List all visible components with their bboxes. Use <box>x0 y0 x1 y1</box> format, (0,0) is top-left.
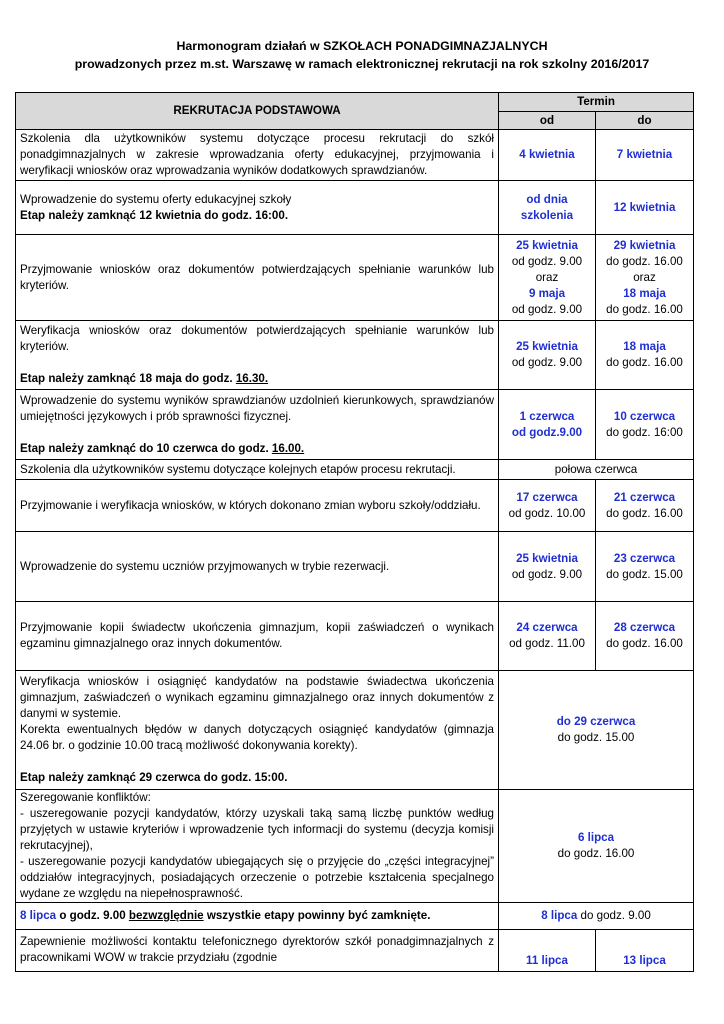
end-date <box>596 235 694 321</box>
term-time: do godz. 15.00 <box>557 731 635 744</box>
od-header: od <box>499 112 596 130</box>
end-time: do godz. 16.00 <box>606 356 683 369</box>
deadline-time: 16.00. <box>271 441 305 455</box>
deadline-text: Etap należy zamknąć 18 maja do godz. <box>20 372 236 385</box>
correction-note: Korekta ewentualnych błędów w danych dotyczących osiągnięć kandydatów (gimnazja 24.06 br. o godzinie 10.00 tracą możliwość dokonywania korekty). <box>20 723 494 752</box>
table-row <box>16 480 694 532</box>
start-date-value: 1 czerwca <box>519 409 575 423</box>
do-header: do <box>596 112 694 130</box>
table-row <box>16 460 694 480</box>
start-time: od godz. 11.00 <box>509 637 585 650</box>
row-description <box>16 321 499 390</box>
table-row <box>16 671 694 790</box>
conjunction: oraz <box>535 270 559 284</box>
start-date <box>499 532 596 602</box>
row-description <box>16 671 499 790</box>
start-date <box>499 390 596 460</box>
start-time: od godz. 10.00 <box>508 506 586 520</box>
end-date-value: 21 czerwca <box>613 490 676 504</box>
table-row <box>16 903 694 930</box>
deadline-text: Etap należy zamknąć do 10 czerwca do godz. <box>20 441 272 455</box>
row-description: Szkolenia dla użytkowników systemu dotyczące procesu rekrutacji do szkół ponadgimnazjalnych w zakresie wprowadzania oferty edukacyjnej, przyjmowania i weryfikacji wniosków oraz wprowadzania wyników dodatkowych sprawdzianów. <box>16 130 499 181</box>
table-row <box>16 235 694 321</box>
term-date: do 29 czerwca <box>556 715 636 728</box>
table-row <box>16 790 694 903</box>
end-time-1: do godz. 16.00 <box>606 254 683 268</box>
start-time: od godz. 9.00 <box>511 356 583 369</box>
description-text: Wprowadzenie do systemu wyników sprawdzianów uzdolnień kierunkowych, sprawdzianów umiejętności językowych i prób sprawności fizycznej. <box>20 393 494 423</box>
term-value: połowa czerwca <box>499 460 694 480</box>
end-date-value: 18 maja <box>623 340 666 353</box>
row-description <box>16 390 499 460</box>
end-time: do godz. 16.00 <box>606 506 683 520</box>
description-text: Weryfikacja wniosków oraz dokumentów potwierdzających spełnianie warunków lub kryteriów. <box>20 324 494 353</box>
stage-deadline-note: Etap należy zamknąć 29 czerwca do godz. 15:00. <box>20 771 288 784</box>
term-value <box>499 790 694 903</box>
end-date <box>596 390 694 460</box>
row-description: Wprowadzenie do systemu uczniów przyjmowanych w trybie rezerwacji. <box>16 532 499 602</box>
start-date <box>499 235 596 321</box>
term-value <box>499 903 694 930</box>
end-time: do godz. 16.00 <box>606 637 683 650</box>
schedule-table <box>15 92 694 972</box>
term-time: do godz. 16.00 <box>557 847 635 860</box>
document-title-line1: Harmonogram działań w SZKOŁACH PONADGIMNAZJALNYCH <box>176 39 548 53</box>
start-label-line2: szkolenia <box>520 208 574 222</box>
table-row <box>16 390 694 460</box>
start-time-1: od godz. 9.00 <box>511 254 583 268</box>
conflicts-item: - uszeregowanie pozycji kandydatów, którzy uzyskali taką samą liczbę punktów według przyjętych w ustawie kryteriów i wprowadzenie tych informacji do systemu (decyzja komisji rekrutacyjnej), <box>20 807 494 852</box>
row-description: Przyjmowanie i weryfikacja wniosków, w których dokonano zmian wyboru szkoły/oddziału. <box>16 480 499 532</box>
stage-deadline-note <box>20 441 494 457</box>
conflicts-heading: Szeregowanie konfliktów: <box>20 791 151 804</box>
end-date <box>596 480 694 532</box>
termin-header: Termin <box>499 93 694 112</box>
row-description: Szkolenia dla użytkowników systemu dotyczące kolejnych etapów procesu rekrutacji. <box>16 460 499 480</box>
end-date <box>596 321 694 390</box>
document-title-line2: prowadzonych przez m.st. Warszawę w ramach elektronicznej rekrutacji na rok szkolny 2016/2017 <box>74 57 650 71</box>
end-date: 7 kwietnia <box>596 130 694 181</box>
end-date-2: 18 maja <box>623 286 666 300</box>
term-time: do godz. 9.00 <box>577 909 651 922</box>
end-date-value: 10 czerwca <box>613 409 676 423</box>
description-text: Weryfikacja wniosków i osiągnięć kandydatów na podstawie świadectwa ukończenia gimnazjum, zaświadczeń o wynikach egzaminu gimnazjalnego oraz innych dokumentów z danymi w systemie. <box>20 675 494 720</box>
start-label-line1: od dnia <box>526 192 568 206</box>
start-date <box>499 181 596 235</box>
end-date: 13 lipca <box>596 930 694 972</box>
start-date-value: 25 kwietnia <box>516 551 578 565</box>
row-description <box>16 181 499 235</box>
row-description: Przyjmowanie wniosków oraz dokumentów potwierdzających spełnianie warunków lub kryteriów. <box>16 235 499 321</box>
final-time-text: o godz. 9.00 <box>56 909 129 922</box>
start-date-value: 25 kwietnia <box>516 340 578 353</box>
start-date-value: 24 czerwca <box>516 621 578 634</box>
table-row <box>16 321 694 390</box>
table-row <box>16 130 694 181</box>
stage-deadline-note: Etap należy zamknąć 12 kwietnia do godz. 16:00. <box>20 208 289 222</box>
table-row <box>16 930 694 972</box>
start-date <box>499 602 596 671</box>
section-header: REKRUTACJA PODSTAWOWA <box>16 93 499 130</box>
end-date <box>596 602 694 671</box>
final-text: wszystkie etapy powinny być zamknięte. <box>203 909 431 922</box>
term-value <box>499 671 694 790</box>
term-date: 8 lipca <box>541 909 578 922</box>
description-text: Wprowadzenie do systemu oferty edukacyjnej szkoły <box>20 192 292 206</box>
table-row <box>16 602 694 671</box>
start-date: 4 kwietnia <box>499 130 596 181</box>
emphasis-text: bezwzględnie <box>128 909 204 922</box>
final-date: 8 lipca <box>20 909 57 922</box>
deadline-time: 16.30. <box>235 372 269 385</box>
header-row <box>16 93 694 112</box>
row-description <box>16 903 499 930</box>
row-description: Przyjmowanie kopii świadectw ukończenia gimnazjum, kopii zaświadczeń o wynikach egzaminu gimnazjalnego oraz innych dokumentów. <box>16 602 499 671</box>
end-date: 12 kwietnia <box>596 181 694 235</box>
end-date-value: 23 czerwca <box>613 551 676 565</box>
row-description: Zapewnienie możliwości kontaktu telefonicznego dyrektorów szkół ponadgimnazjalnych z pracownikami WOW w trakcie przydziału (zgodnie <box>16 930 499 972</box>
term-date: 6 lipca <box>577 831 615 844</box>
conflicts-item: - uszeregowanie pozycji kandydatów ubiegających się o przyjęcie do „części integracyjnej” oddziałów integracyjnych, posiadających orzeczenie o potrzebie kształcenia specjalnego wydane ze względu na niepełnosprawność. <box>20 855 494 900</box>
start-time: od godz. 9.00 <box>511 567 583 581</box>
end-time: do godz. 15.00 <box>606 567 683 581</box>
start-date <box>499 480 596 532</box>
start-date: 11 lipca <box>499 930 596 972</box>
start-time: od godz.9.00 <box>511 425 583 439</box>
start-date-value: 17 czerwca <box>516 490 578 504</box>
table-row <box>16 181 694 235</box>
start-date-2: 9 maja <box>528 286 566 300</box>
start-time-2: od godz. 9.00 <box>511 302 583 316</box>
end-time: do godz. 16:00 <box>606 425 683 439</box>
end-time-2: do godz. 16.00 <box>606 302 683 316</box>
end-date <box>596 532 694 602</box>
end-date-value: 28 czerwca <box>613 621 676 634</box>
stage-deadline-note <box>20 371 494 387</box>
end-date-1: 29 kwietnia <box>613 238 676 252</box>
conjunction: oraz <box>633 270 656 284</box>
start-date <box>499 321 596 390</box>
row-description <box>16 790 499 903</box>
start-date-1: 25 kwietnia <box>516 238 578 252</box>
table-row <box>16 532 694 602</box>
